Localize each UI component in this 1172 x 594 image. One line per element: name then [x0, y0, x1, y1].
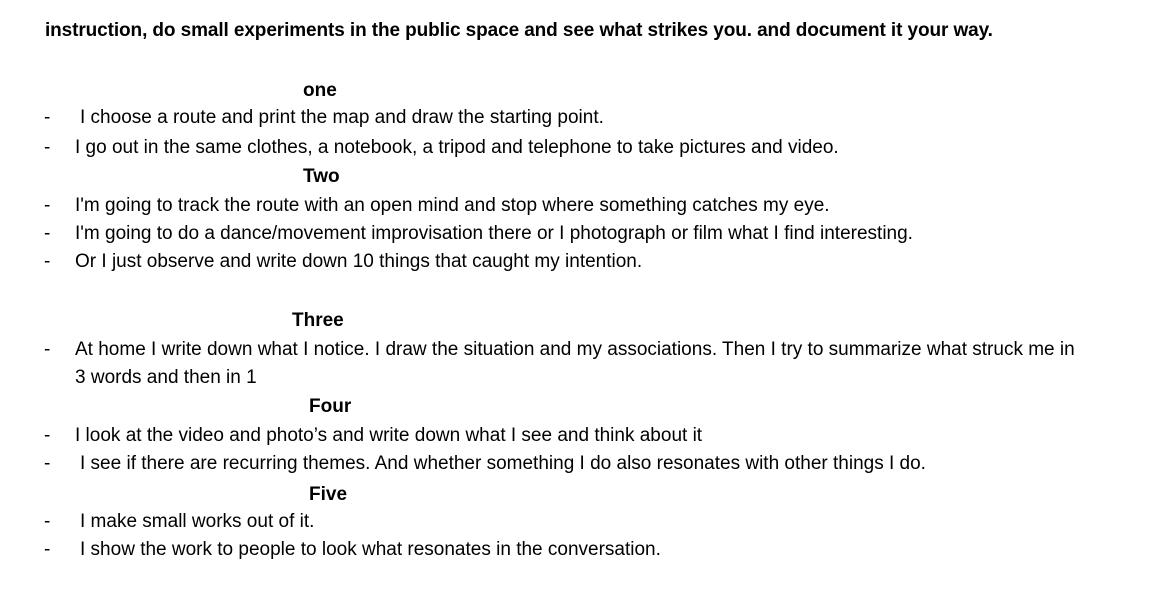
list-item-text: I'm going to track the route with an open mind and stop where something catches my eye. [75, 195, 830, 216]
list-item-text: I show the work to people to look what resonates in the conversation. [80, 539, 661, 560]
bullet-dash: - [44, 511, 51, 532]
list-item-text: I choose a route and print the map and draw the starting point. [80, 107, 604, 128]
bullet-dash: - [44, 251, 51, 272]
list-item-text: I make small works out of it. [80, 511, 315, 532]
bullet-dash: - [44, 223, 51, 244]
list-item-text: I'm going to do a dance/movement improvisation there or I photograph or film what I find interesting. [75, 223, 913, 244]
list-item-text: I look at the video and photo’s and write down what I see and think about it [75, 425, 703, 446]
section-heading-five: Five [309, 484, 348, 505]
section-heading-two: Two [303, 166, 340, 187]
list-item-text: I see if there are recurring themes. And whether something I do also resonates with other things I do. [80, 453, 926, 474]
list-item-text: I go out in the same clothes, a notebook, a tripod and telephone to take pictures and video. [75, 137, 839, 158]
bullet-dash: - [44, 107, 51, 128]
section-heading-four: Four [309, 396, 352, 417]
instruction-text: instruction, do small experiments in the public space and see what strikes you. and document it your way. [45, 20, 993, 41]
bullet-dash: - [44, 339, 51, 360]
bullet-dash: - [44, 453, 51, 474]
bullet-dash: - [44, 195, 51, 216]
list-item-text: At home I write down what I notice. I draw the situation and my associations. Then I try to summarize what struck me in 3 words and then in 1 [75, 339, 1075, 388]
section-heading-three: Three [292, 310, 344, 331]
bullet-dash: - [44, 137, 51, 158]
list-item-text: Or I just observe and write down 10 things that caught my intention. [75, 251, 643, 272]
bullet-dash: - [44, 425, 51, 446]
section-heading-one: one [303, 80, 337, 101]
bullet-dash: - [44, 539, 51, 560]
